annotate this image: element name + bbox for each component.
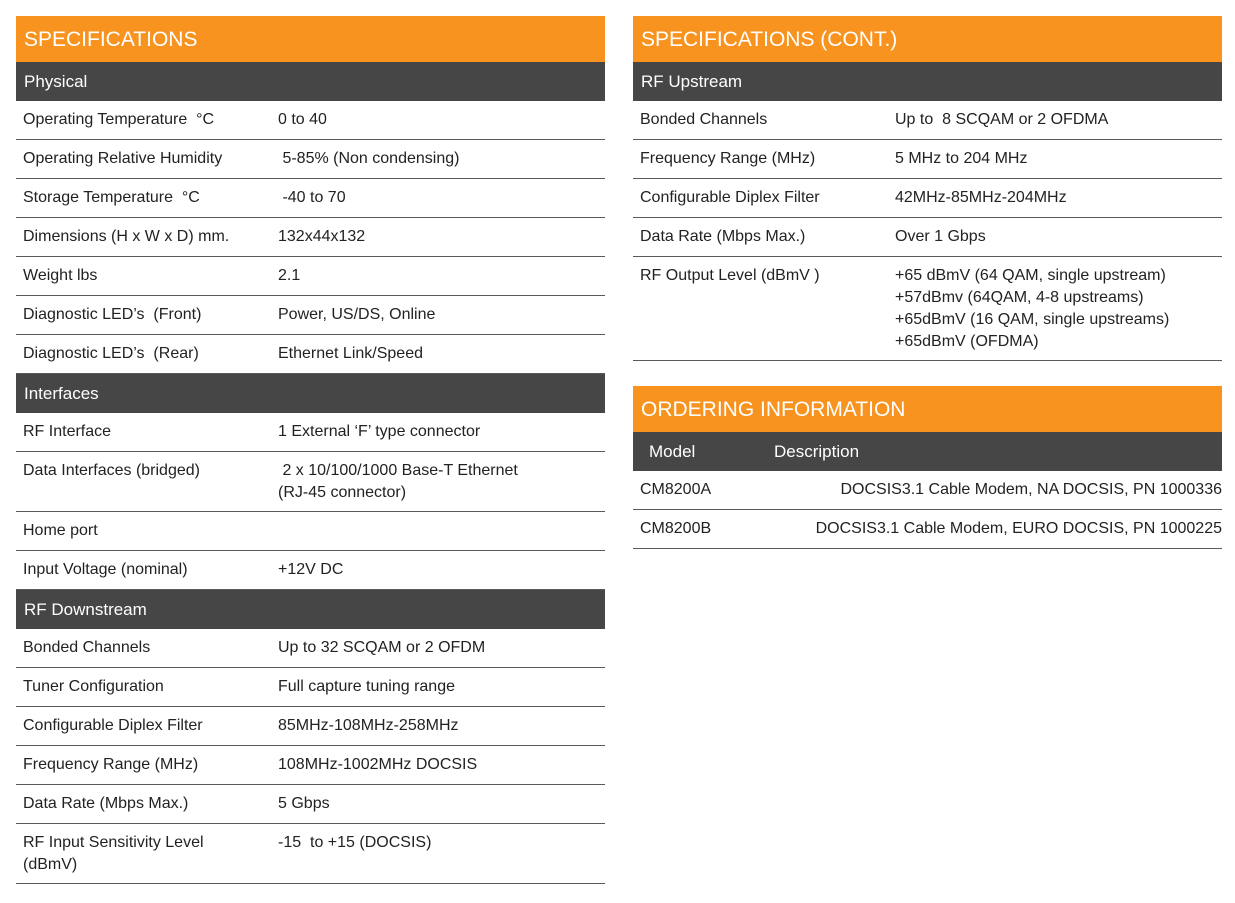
spec-value: -15 to +15 (DOCSIS) <box>278 834 432 851</box>
spec-label: Configurable Diplex Filter <box>23 717 203 734</box>
spec-label: Data Rate (Mbps Max.) <box>640 228 806 245</box>
spec-label: Input Voltage (nominal) <box>23 561 188 578</box>
specifications-column <box>16 16 605 884</box>
description-cell: DOCSIS3.1 Cable Modem, NA DOCSIS, PN 1000336 <box>840 481 1222 498</box>
spec-row <box>16 179 605 218</box>
spec-label: Data Interfaces (bridged) <box>23 462 200 479</box>
spec-label: Bonded Channels <box>23 639 151 656</box>
ordering-row <box>633 510 1222 549</box>
spec-row <box>16 218 605 257</box>
specifications-sections <box>16 62 605 884</box>
model-cell: CM8200B <box>640 520 712 537</box>
spec-label: Home port <box>23 522 98 539</box>
spec-row <box>16 335 605 374</box>
spec-row <box>633 101 1222 140</box>
spec-label: RF Input Sensitivity Level (dBmV) <box>23 834 204 873</box>
description-column-header: Description <box>774 442 860 461</box>
spec-value: 132x44x132 <box>278 228 366 245</box>
spec-label: Frequency Range (MHz) <box>640 150 816 167</box>
spec-value <box>278 520 605 543</box>
section-heading: RF Upstream <box>633 62 1222 101</box>
ordering-title: ORDERING INFORMATION <box>633 386 1222 432</box>
spec-row <box>16 512 605 551</box>
spec-row <box>633 218 1222 257</box>
spec-value: 2 x 10/100/1000 Base-T Ethernet (RJ-45 connector) <box>278 462 518 501</box>
spec-value: 1 External ‘F’ type connector <box>278 423 481 440</box>
section-heading: Physical <box>16 62 605 101</box>
spec-row <box>16 629 605 668</box>
ordering-row <box>633 471 1222 510</box>
section-heading: RF Downstream <box>16 590 605 629</box>
spec-row <box>16 257 605 296</box>
spec-value: Up to 8 SCQAM or 2 OFDMA <box>895 111 1109 128</box>
spec-value: Power, US/DS, Online <box>278 306 436 323</box>
spec-value: 5-85% (Non condensing) <box>278 150 460 167</box>
spec-label: Operating Temperature °C <box>23 111 215 128</box>
ordering-table-header <box>633 432 1222 471</box>
spec-label: Weight lbs <box>23 267 98 284</box>
spec-row <box>633 179 1222 218</box>
spec-value: Over 1 Gbps <box>895 228 986 245</box>
section-heading: Interfaces <box>16 374 605 413</box>
spec-row <box>16 452 605 512</box>
spec-row <box>16 824 605 884</box>
spec-value: +65 dBmV (64 QAM, single upstream) +57dBmv (64QAM, 4-8 upstreams) +65dBmV (16 QAM, single upstreams) +65dBmV (OFDMA) <box>895 267 1170 350</box>
spec-label: Bonded Channels <box>640 111 768 128</box>
specifications-cont-sections <box>633 62 1222 361</box>
spec-value: 0 to 40 <box>278 111 327 128</box>
spec-value: 85MHz-108MHz-258MHz <box>278 717 459 734</box>
spec-row <box>16 413 605 452</box>
spec-label: Frequency Range (MHz) <box>23 756 199 773</box>
model-column-header: Model <box>649 442 696 461</box>
spec-value: +12V DC <box>278 561 344 578</box>
ordering-rows <box>633 471 1222 549</box>
spec-label: Configurable Diplex Filter <box>640 189 820 206</box>
spec-value: 108MHz-1002MHz DOCSIS <box>278 756 478 773</box>
spec-row <box>633 257 1222 361</box>
spec-label: Diagnostic LED’s (Rear) <box>23 345 199 362</box>
spec-row <box>16 140 605 179</box>
spec-row <box>16 101 605 140</box>
ordering-information <box>633 386 1222 549</box>
spec-value: Full capture tuning range <box>278 678 455 695</box>
spec-row <box>16 746 605 785</box>
spec-label: RF Interface <box>23 423 112 440</box>
spec-label: Operating Relative Humidity <box>23 150 223 167</box>
spec-label: Tuner Configuration <box>23 678 164 695</box>
specifications-cont-title: SPECIFICATIONS (CONT.) <box>633 16 1222 62</box>
spec-row <box>633 140 1222 179</box>
spec-value: 42MHz-85MHz-204MHz <box>895 189 1067 206</box>
specifications-title: SPECIFICATIONS <box>16 16 605 62</box>
spec-label: Diagnostic LED’s (Front) <box>23 306 202 323</box>
spec-value: 5 MHz to 204 MHz <box>895 150 1028 167</box>
spec-row <box>16 668 605 707</box>
spec-label: Storage Temperature °C <box>23 189 200 206</box>
model-cell: CM8200A <box>640 481 712 498</box>
description-cell: DOCSIS3.1 Cable Modem, EURO DOCSIS, PN 1000225 <box>815 520 1222 537</box>
spec-value: Up to 32 SCQAM or 2 OFDM <box>278 639 486 656</box>
spec-value: Ethernet Link/Speed <box>278 345 423 362</box>
specifications-cont-column <box>633 16 1222 549</box>
spec-label: RF Output Level (dBmV ) <box>640 267 820 284</box>
spec-value: -40 to 70 <box>278 189 346 206</box>
spec-row <box>16 296 605 335</box>
spec-value: 5 Gbps <box>278 795 330 812</box>
spec-row <box>16 551 605 590</box>
spec-value: 2.1 <box>278 267 301 284</box>
spec-row <box>16 785 605 824</box>
spec-label: Data Rate (Mbps Max.) <box>23 795 189 812</box>
spec-label: Dimensions (H x W x D) mm. <box>23 228 230 245</box>
spec-row <box>16 707 605 746</box>
